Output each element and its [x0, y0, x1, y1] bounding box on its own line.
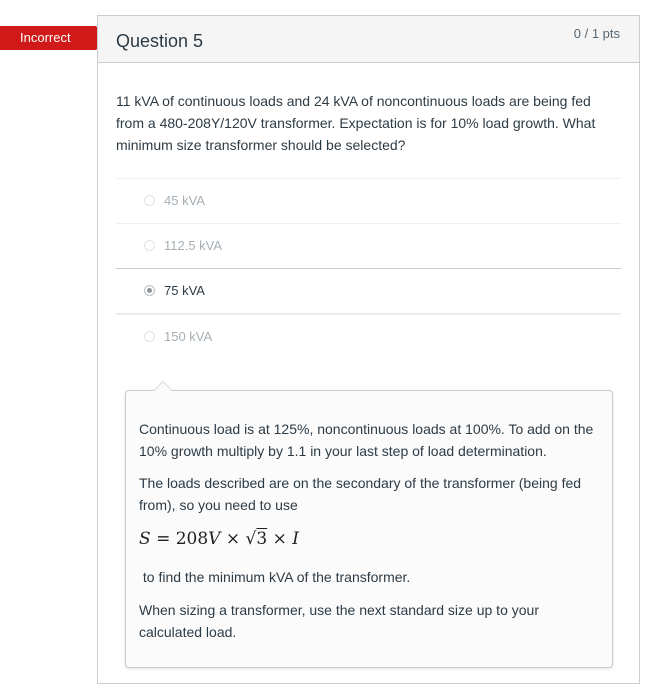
formula-current: I — [292, 529, 299, 549]
feedback-paragraph-3: to find the minimum kVA of the transformer. — [139, 569, 411, 585]
feedback-comment — [125, 390, 613, 668]
feedback-paragraph-4: When sizing a transformer, use the next standard size up to your calculated load. — [139, 602, 539, 640]
question-title: Question 5 — [116, 31, 204, 51]
formula-lhs: S — [139, 529, 151, 549]
answer-label: 75 kVA — [164, 283, 205, 298]
question-points: 0 / 1 pts — [573, 26, 620, 41]
formula-voltage: 208 — [175, 529, 209, 549]
formula-times-2: × — [272, 529, 287, 549]
answer-list — [116, 178, 621, 359]
feedback-paragraph-2: The loads described are on the secondary of the transformer (being fed from), so you need to use — [139, 475, 582, 513]
answer-option-45kva[interactable] — [116, 178, 621, 223]
radio-button-selected-icon[interactable] — [144, 285, 155, 296]
formula-equation — [139, 529, 299, 549]
question-card — [97, 15, 640, 684]
answer-option-112-5kva[interactable] — [116, 223, 621, 268]
formula-equals: = — [156, 529, 171, 549]
question-text: 11 kVA of continuous loads and 24 kVA of noncontinuous loads are being fed from a 480-208Y/120V transformer. Expectation is for 10% load growth. What minimum size transformer should be selected? — [116, 93, 596, 153]
formula-voltage-unit: V — [208, 529, 221, 549]
formula-sqrt-argument: 3 — [256, 529, 268, 549]
feedback-paragraph-1: Continuous load is at 125%, noncontinuous loads at 100%. To add on the 10% growth multiply by 1.1 in your last step of load determination. — [139, 421, 594, 459]
incorrect-status-flag: Incorrect — [0, 26, 96, 50]
radio-button-icon[interactable] — [144, 240, 155, 251]
question-header — [98, 16, 639, 63]
answer-option-75kva[interactable] — [116, 268, 621, 314]
sqrt-icon: √ — [245, 529, 257, 549]
answer-label: 112.5 kVA — [164, 238, 223, 253]
formula-times-1: × — [225, 529, 241, 549]
answer-label: 45 kVA — [164, 193, 205, 208]
radio-button-icon[interactable] — [144, 331, 155, 342]
radio-button-icon[interactable] — [144, 195, 155, 206]
answer-label: 150 kVA — [164, 329, 213, 344]
answer-option-150kva[interactable] — [116, 314, 621, 359]
